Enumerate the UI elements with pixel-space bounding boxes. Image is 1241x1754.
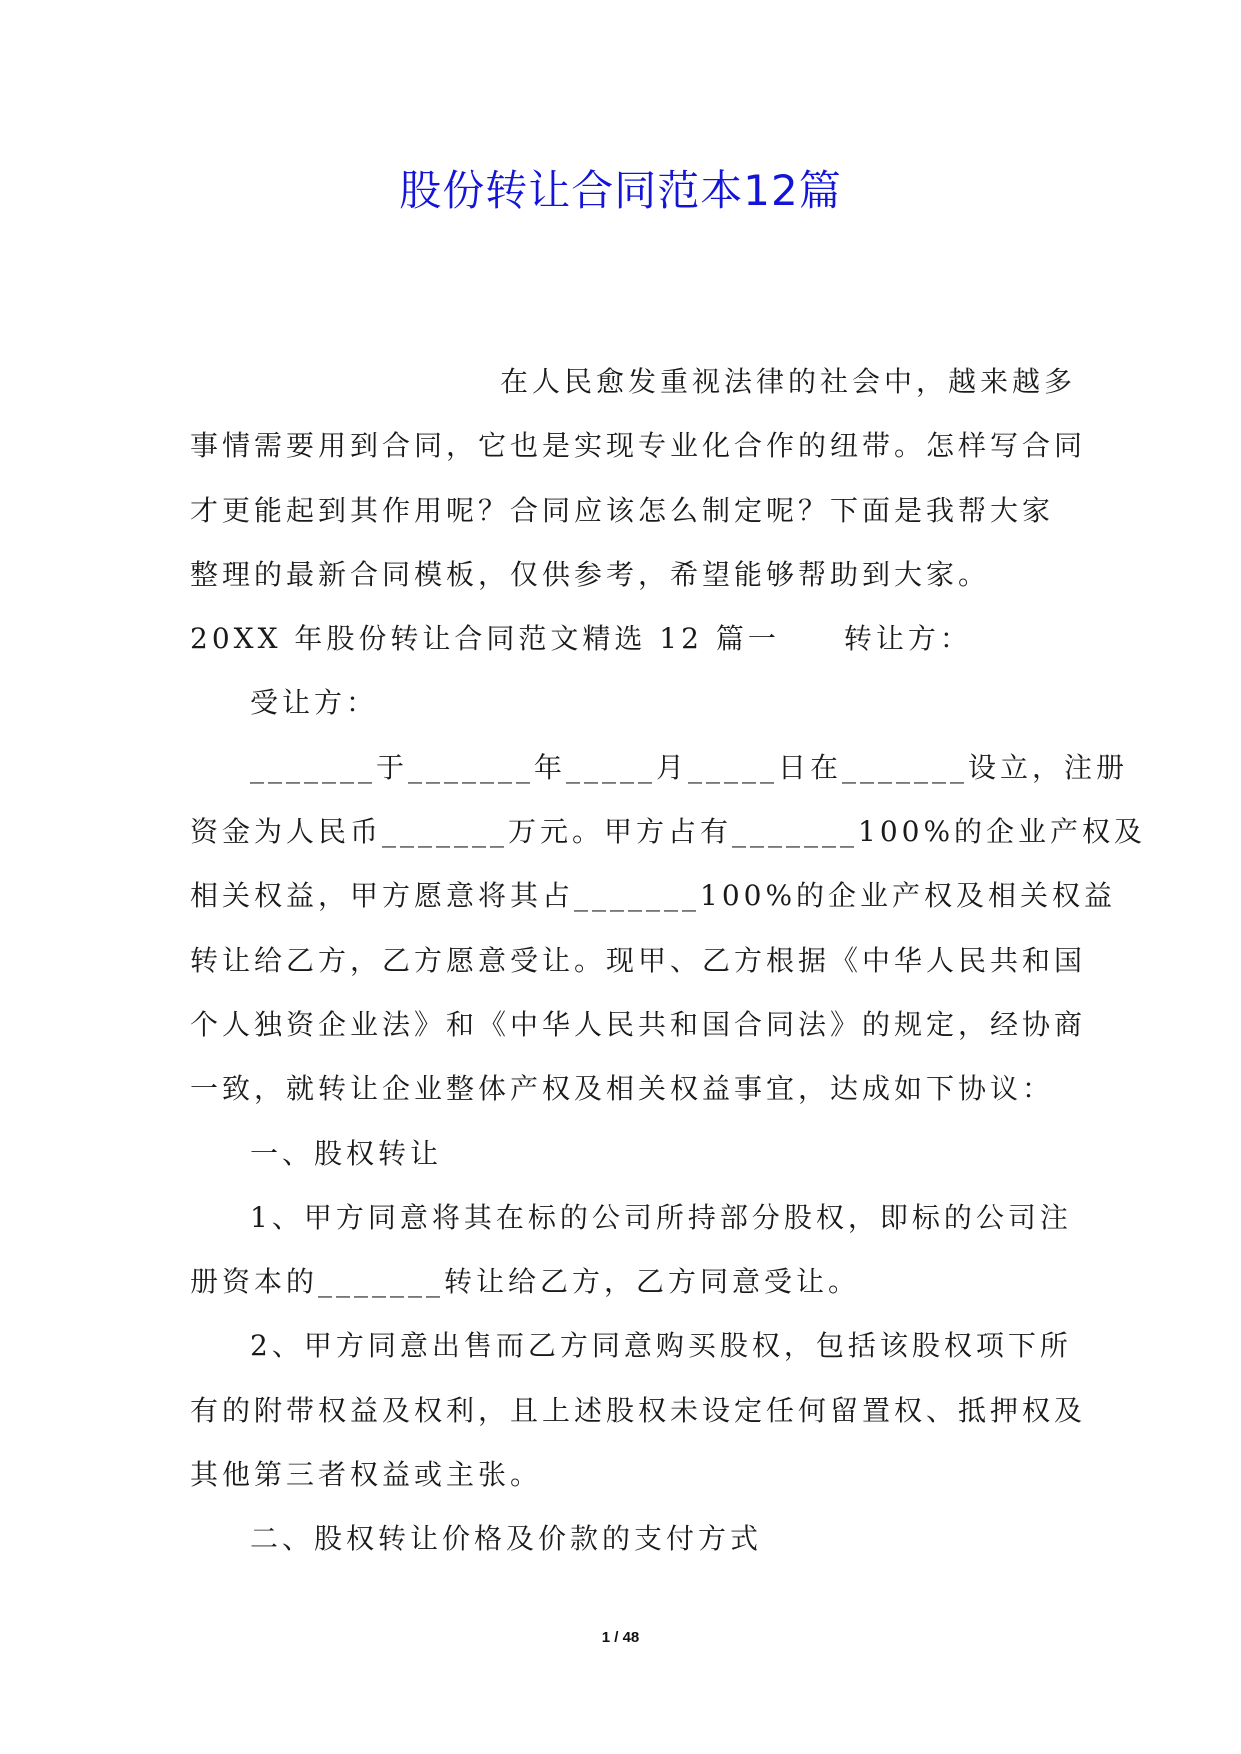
paragraph-line: 整理的最新合同模板，仅供参考，希望能够帮助到大家。	[190, 557, 991, 591]
document-body	[190, 350, 1147, 1572]
paragraph-line: 受让方：	[250, 686, 379, 720]
paragraph-line: 在人民愈发重视法律的社会中，越来越多	[500, 365, 1077, 398]
paragraph-line: 资金为人民币_______万元。甲方占有_______100%的企业产权及	[190, 815, 1147, 849]
paragraph-line: 册资本的_______转让给乙方，乙方同意受让。	[190, 1265, 861, 1299]
paragraph-line: 相关权益，甲方愿意将其占_______100%的企业产权及相关权益	[190, 879, 1117, 913]
document-title: 股份转让合同范本12篇	[399, 166, 842, 215]
page-number: 1 / 48	[601, 1629, 640, 1646]
section-heading-line: 20XX 年股份转让合同范文精选 12 篇一 转让方：	[190, 622, 972, 656]
paragraph-line: 转让给乙方，乙方愿意受让。现甲、乙方根据《中华人民共和国	[190, 943, 1087, 977]
paragraph-line: 才更能起到其作用呢？合同应该怎么制定呢？下面是我帮大家	[190, 493, 1055, 527]
clause-heading: 一、股权转让	[250, 1136, 443, 1170]
paragraph-line: 一致，就转让企业整体产权及相关权益事宜，达成如下协议：	[190, 1072, 1055, 1106]
clause-heading: 二、股权转让价格及价款的支付方式	[250, 1522, 763, 1556]
paragraph-line: 事情需要用到合同，它也是实现专业化合作的纽带。怎样写合同	[190, 429, 1087, 463]
paragraph-line: 1、甲方同意将其在标的公司所持部分股权，即标的公司注	[250, 1200, 1072, 1234]
paragraph-line: 其他第三者权益或主张。	[190, 1458, 543, 1492]
paragraph-line: _______于_______年_____月_____日在_______设立，注册	[250, 750, 1129, 784]
paragraph-line: 有的附带权益及权利，且上述股权未设定任何留置权、抵押权及	[190, 1393, 1087, 1427]
paragraph-line: 个人独资企业法》和《中华人民共和国合同法》的规定，经协商	[190, 1007, 1087, 1041]
paragraph-line: 2、甲方同意出售而乙方同意购买股权，包括该股权项下所	[250, 1329, 1072, 1363]
